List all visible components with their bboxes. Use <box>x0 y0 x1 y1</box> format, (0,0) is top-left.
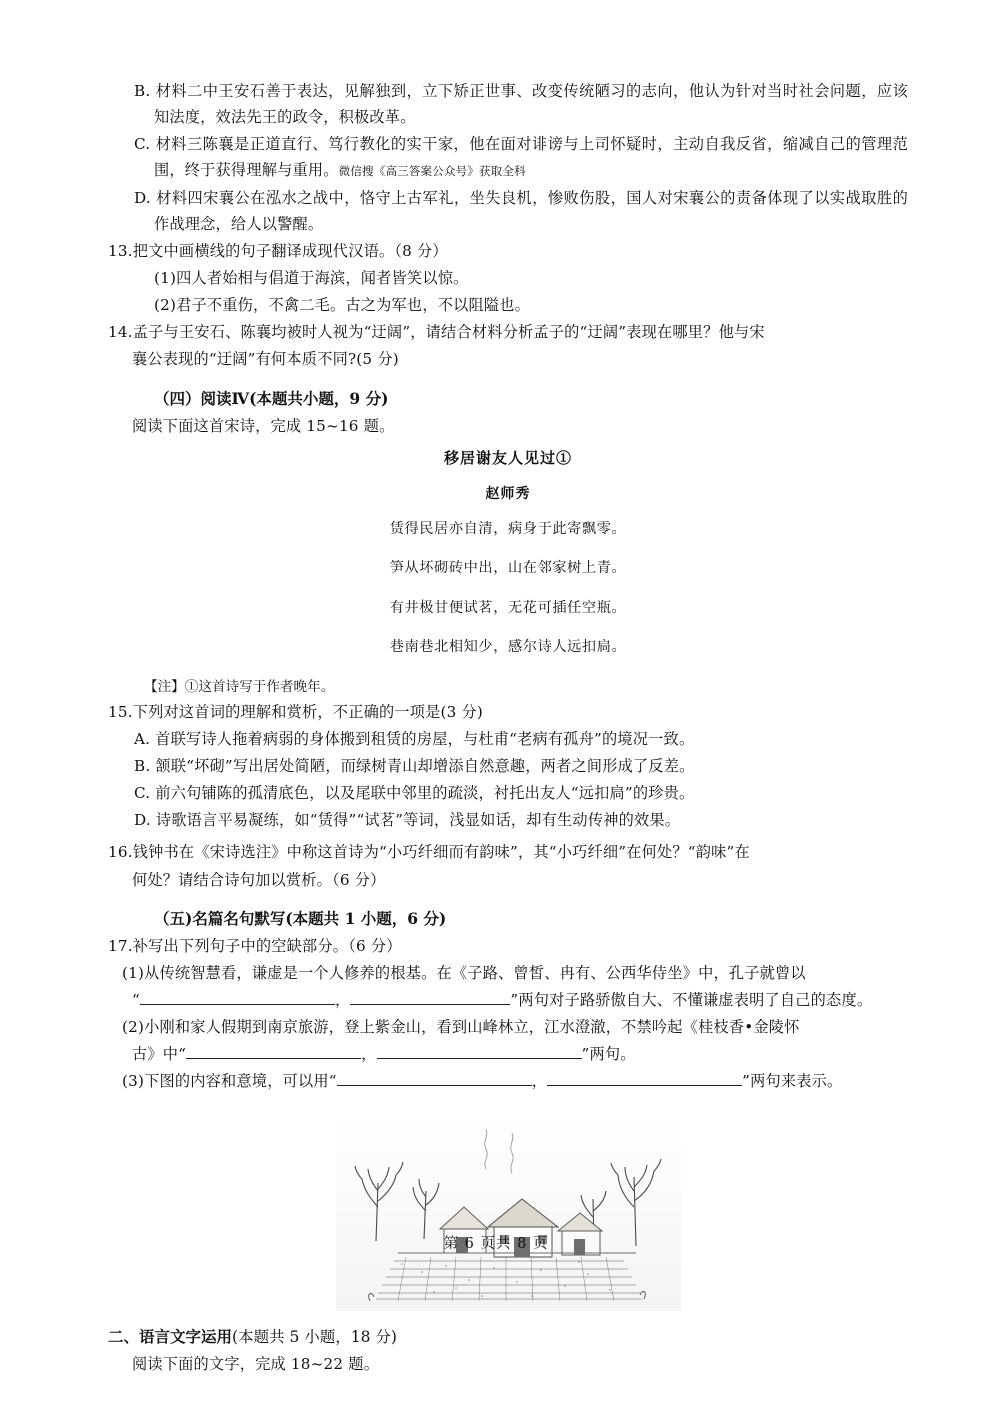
question-16-number: 16. <box>108 843 133 862</box>
question-17-item1-line1: (1)从传统智慧看，谦虚是一个人修养的根基。在《子路、曾皙、冉有、公西华侍坐》中，孔子就曾以 <box>122 963 806 982</box>
answer-blank[interactable] <box>377 1044 582 1059</box>
question-15-option-a: A. 首联写诗人拖着病弱的身体搬到租赁的房屋，与杜甫“老病有孤舟”的境况一致。 <box>134 729 695 748</box>
section-four-title: （四）阅读Ⅳ(本题共小题，9 分) <box>154 388 389 408</box>
question-15-option-d: D. 诗歌语言平易凝练，如“赁得”“试茗”等词，浅显如话，却有生动传神的效果。 <box>134 811 681 830</box>
question-13 <box>108 238 908 264</box>
question-14-line2: 襄公表现的“迂阔”有何本质不同?(5 分) <box>132 350 399 369</box>
section-five-title: （五)名篇名句默写(本题共 1 小题，6 分) <box>154 908 447 928</box>
question-14-line1 <box>108 319 908 345</box>
question-14-number: 14. <box>108 323 133 342</box>
answer-blank[interactable] <box>186 1044 361 1059</box>
question-13-item-1: (1)四人者始相与倡道于海滨，闻者皆笑以惊。 <box>154 268 469 287</box>
question-15-option-b: B. 颔联“坏砌”写出居处简陋，而绿树青山却增添自然意趣，两者之间形成了反差。 <box>134 757 695 776</box>
poem-author: 赵师秀 <box>485 485 531 502</box>
section-two-lead: 阅读下面的文字，完成 18~22 题。 <box>132 1354 380 1373</box>
village-illustration-svg <box>336 1111 681 1311</box>
question-16-line2: 何处？请结合诗句加以赏析。（6 分） <box>132 870 386 889</box>
question-17-item2-tail: ”两句。 <box>581 1045 636 1064</box>
question-17-item3-head: (3)下图的内容和意境，可以用“ <box>122 1072 337 1091</box>
question-17-item1-tail: ”两句对子路骄傲自大、不懂谦虚表明了自己的态度。 <box>510 991 873 1010</box>
question-15-option-c: C. 前六句铺陈的孤清底色，以及尾联中邻里的疏淡，衬托出友人“远扣扃”的珍贵。 <box>134 784 695 803</box>
answer-blank[interactable] <box>350 990 510 1005</box>
question-16-text: 钱钟书在《宋诗选注》中称这首诗为“小巧纤细而有韵味”，其“小巧纤细”在何处？“韵味”在 <box>132 843 750 862</box>
option-d: D. 材料四宋襄公在泓水之战中，恪守上古军礼，坐失良机，惨败伤股，国人对宋襄公的责备体现了以实战取胜的作战理念，给人以警醒。 <box>134 188 908 233</box>
answer-blank[interactable] <box>337 1071 532 1086</box>
answer-blank[interactable] <box>140 990 335 1005</box>
watermark-note: 微信搜《高三答案公众号》获取全科 <box>338 164 526 179</box>
question-17-item2-line2 <box>108 1041 908 1067</box>
option-c <box>108 131 908 183</box>
question-13-number: 13. <box>108 241 133 260</box>
poem-line: 有井极甘便试茗，无花可插任空瓶。 <box>389 599 627 616</box>
comma: ， <box>361 1045 377 1064</box>
question-17-stem: 补写出下列句子中的空缺部分。（6 分） <box>132 936 402 955</box>
question-17-item2-line1: (2)小刚和家人假期到南京旅游，登上紫金山，看到山峰林立，江水澄澈，不禁吟起《桂枝香•金陵怀 <box>122 1018 800 1037</box>
poem-title: 移居谢友人见过① <box>443 448 572 467</box>
question-14-text: 孟子与王安石、陈襄均被时人视为“迂阔”，请结合材料分析孟子的“迂阔”表现在哪里？他与宋 <box>132 323 765 342</box>
question-17-item2-head: 古》中“ <box>132 1045 187 1064</box>
quote-open: “ <box>132 991 140 1010</box>
question-15-number: 15. <box>108 702 133 721</box>
section-two-heading-bold: 二、语言文字运用 <box>108 1326 233 1346</box>
question-17-item3 <box>108 1068 908 1094</box>
question-15 <box>108 699 908 725</box>
poem-note: 【注】①这首诗写于作者晚年。 <box>144 678 335 695</box>
answer-blank[interactable] <box>547 1071 742 1086</box>
question-17-number: 17. <box>108 936 133 955</box>
question-17-item1-line2 <box>108 987 908 1013</box>
poem-line: 赁得民居亦自清，病身于此寄飘零。 <box>389 520 627 537</box>
question-15-stem: 下列对这首词的理解和赏析，不正确的一项是(3 分) <box>132 702 484 721</box>
option-c-text: C. 材料三陈襄是正道直行、笃行教化的实干家，他在面对诽谤与上司怀疑时，主动自我反省，缩减自己的管理范围，终于获得理解与重用。 <box>134 135 908 180</box>
option-b: B. 材料二中王安石善于表达，见解独到，立下矫正世事、改变传统陋习的志向，他认为针对当时社会问题，应该知法度，效法先王的政令，积极改革。 <box>134 82 908 127</box>
comma: ， <box>334 991 351 1010</box>
page-content <box>108 78 908 1378</box>
page-footer <box>0 1232 992 1253</box>
section-four-lead: 阅读下面这首宋诗，完成 15~16 题。 <box>132 416 395 435</box>
page-number: 第 6 页共 8 页 <box>443 1236 549 1252</box>
comma: ， <box>531 1072 548 1091</box>
section-two-heading <box>108 1325 908 1347</box>
question-13-item-2: (2)君子不重伤，不禽二毛。古之为军也，不以阻隘也。 <box>154 296 531 315</box>
question-13-stem: 把文中画横线的句子翻译成现代汉语。（8 分） <box>132 241 448 260</box>
question-17 <box>108 933 908 959</box>
section-two-heading-rest: (本题共 5 小题，18 分) <box>232 1327 397 1346</box>
poem-line: 笋从坏砌砖中出，山在邻家树上青。 <box>389 560 627 577</box>
poem-line: 巷南巷北相知少，感尔诗人远扣扃。 <box>389 639 627 656</box>
question-17-item3-tail: ”两句来表示。 <box>742 1072 843 1091</box>
village-illustration <box>336 1111 681 1311</box>
question-16-line1 <box>108 839 908 865</box>
